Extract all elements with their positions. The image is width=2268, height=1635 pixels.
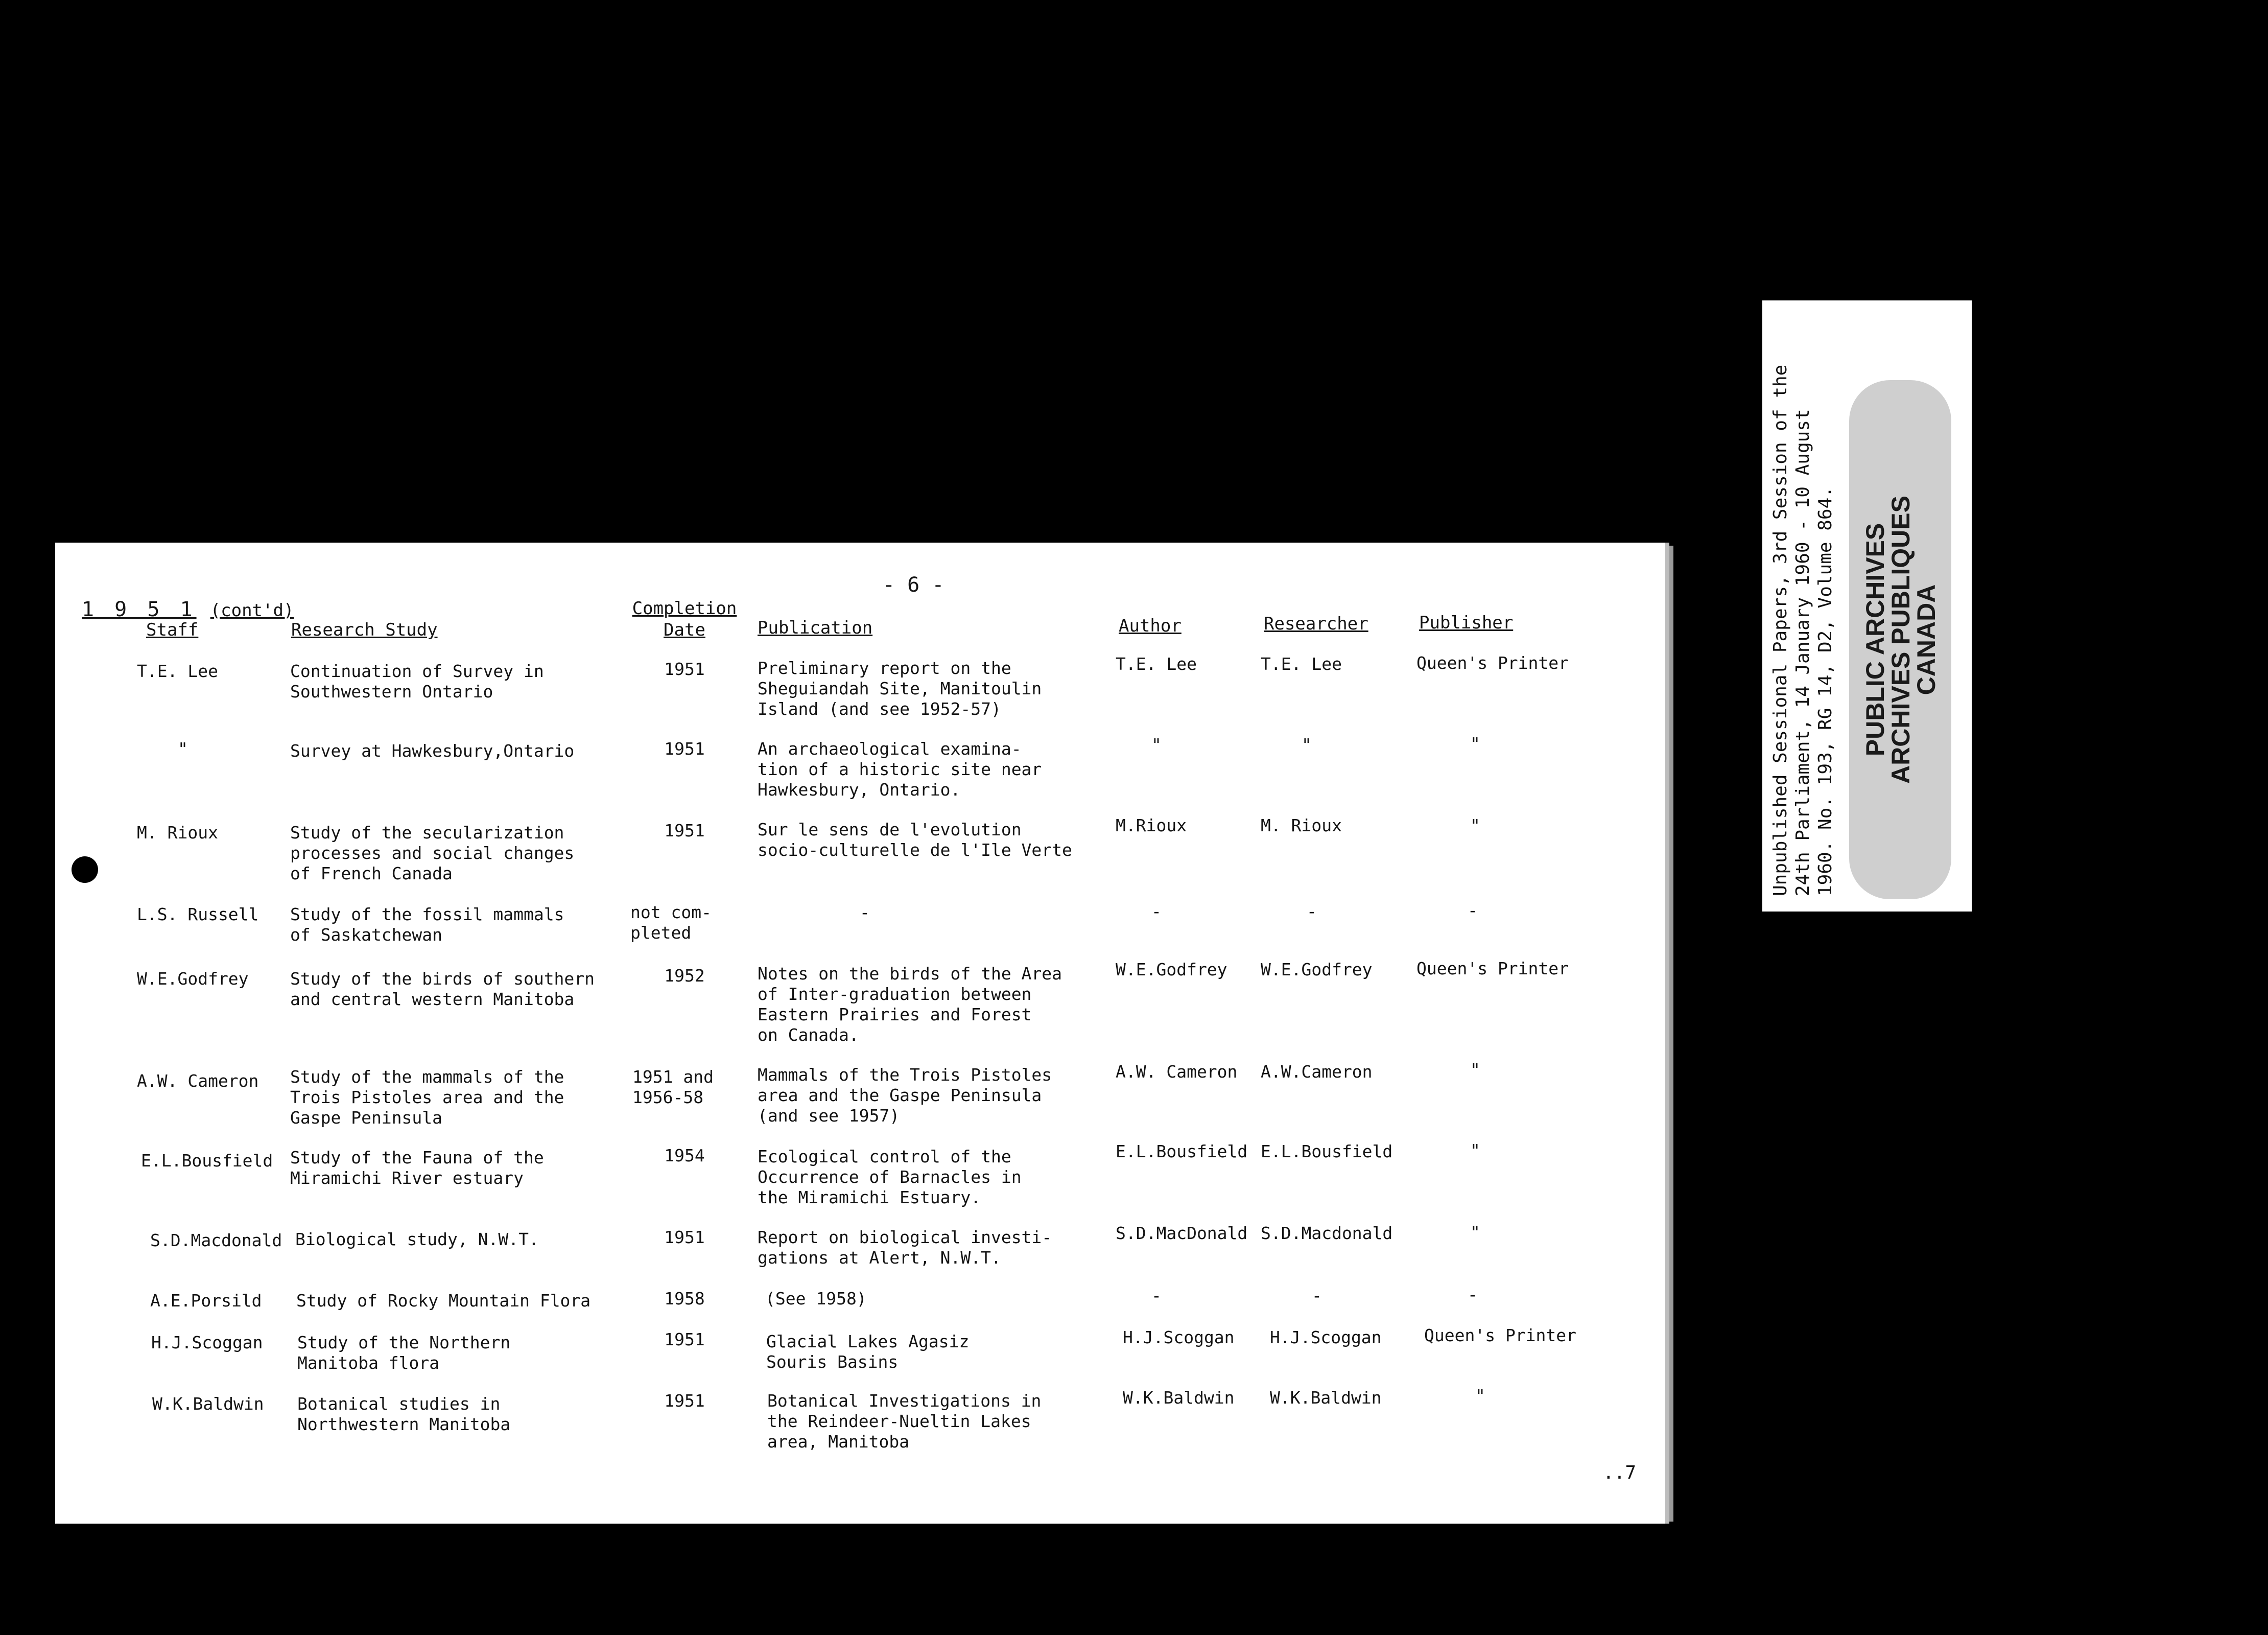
row-study: Biological study, N.W.T.: [295, 1229, 539, 1249]
row-researcher: M. Rioux: [1261, 815, 1342, 835]
section-year: 1 9 5 1: [82, 598, 197, 621]
row-publisher: ": [1470, 1222, 1480, 1242]
row-date: 1951 and 1956-58: [632, 1067, 714, 1107]
row-date: 1951: [664, 1329, 705, 1349]
row-staff: S.D.Macdonald: [150, 1230, 282, 1250]
row-researcher: ": [1302, 735, 1312, 755]
row-publisher: ": [1470, 1140, 1480, 1160]
row-publication: Notes on the birds of the Area of Inter-graduation between Eastern Prairies and Forest on Canada.: [758, 964, 1062, 1045]
row-study: Botanical studies in Northwestern Manitoba: [297, 1394, 511, 1434]
archive-label: [1762, 300, 1972, 912]
archive-label-content: [1762, 300, 1972, 912]
row-author: H.J.Scoggan: [1123, 1327, 1235, 1347]
row-researcher: -: [1312, 1286, 1322, 1305]
row-researcher: E.L.Bousfield: [1261, 1141, 1393, 1161]
row-author: -: [1151, 901, 1162, 921]
archive-stamp-text: PUBLIC ARCHIVES ARCHIVES PUBLIQUES CANADA: [1861, 496, 1941, 784]
row-author: M.Rioux: [1116, 815, 1187, 835]
row-author: S.D.MacDonald: [1116, 1223, 1248, 1243]
row-study: Study of the fossil mammals of Saskatchewan: [290, 904, 564, 945]
section-heading: [82, 598, 294, 621]
row-publisher: ": [1470, 734, 1480, 754]
row-date: 1951: [664, 1227, 705, 1247]
row-study: Continuation of Survey in Southwestern Ontario: [290, 661, 544, 702]
row-publication: Mammals of the Trois Pistoles area and the Gaspe Peninsula (and see 1957): [758, 1065, 1052, 1126]
row-date: 1951: [664, 659, 705, 679]
column-header-staff: Staff: [146, 620, 199, 640]
section-continued: (cont'd): [210, 600, 294, 621]
row-author: A.W. Cameron: [1116, 1062, 1238, 1082]
column-header-publication: Publication: [758, 618, 873, 638]
row-study: Study of the birds of southern and central western Manitoba: [290, 969, 595, 1009]
row-date: 1951: [664, 1391, 705, 1411]
column-header-researcher: Researcher: [1264, 614, 1368, 634]
row-study: Study of the secularization processes and social changes of French Canada: [290, 823, 575, 883]
row-publication: An archaeological examina- tion of a historic site near Hawkesbury, Ontario.: [758, 739, 1042, 800]
row-date: 1958: [664, 1289, 705, 1309]
row-author: ": [1151, 735, 1162, 755]
row-publication: Report on biological investi- gations at Alert, N.W.T.: [758, 1227, 1052, 1268]
row-publication: Preliminary report on the Sheguiandah Site, Manitoulin Island (and see 1952-57): [758, 658, 1042, 719]
row-researcher: W.K.Baldwin: [1270, 1388, 1382, 1408]
row-date: 1951: [664, 739, 705, 759]
row-staff: A.W. Cameron: [137, 1071, 259, 1091]
punch-hole: [72, 856, 98, 883]
row-staff: T.E. Lee: [137, 661, 218, 681]
row-publication: Ecological control of the Occurrence of Barnacles in the Miramichi Estuary.: [758, 1147, 1022, 1207]
row-author: W.E.Godfrey: [1116, 960, 1227, 979]
row-date: not com- pleted: [630, 902, 712, 943]
row-researcher: H.J.Scoggan: [1270, 1327, 1382, 1347]
row-publisher: -: [1468, 900, 1478, 920]
page-edge: [1669, 546, 1673, 1522]
row-author: E.L.Bousfield: [1116, 1141, 1248, 1161]
row-publisher: ": [1475, 1386, 1485, 1406]
row-staff: W.E.Godfrey: [137, 969, 249, 989]
row-study: Study of the Fauna of the Miramichi River estuary: [290, 1148, 544, 1188]
row-author: T.E. Lee: [1116, 654, 1197, 674]
archive-stamp: [1849, 380, 1951, 899]
row-publisher: -: [1468, 1284, 1478, 1304]
row-researcher: T.E. Lee: [1261, 654, 1342, 674]
row-researcher: -: [1307, 901, 1317, 921]
column-header-date: Completion Date: [632, 598, 737, 640]
row-publisher: ": [1470, 815, 1480, 835]
row-researcher: S.D.Macdonald: [1261, 1223, 1393, 1243]
row-staff: E.L.Bousfield: [141, 1151, 273, 1171]
row-publisher: Queen's Printer: [1416, 959, 1569, 978]
row-author: -: [1151, 1286, 1162, 1305]
row-publication: -: [860, 902, 870, 922]
row-publication: Sur le sens de l'evolution socio-culturelle de l'Ile Verte: [758, 820, 1072, 860]
row-date: 1954: [664, 1146, 705, 1165]
row-staff: ": [178, 739, 188, 759]
row-staff: L.S. Russell: [137, 904, 259, 924]
row-publication: Botanical Investigations in the Reindeer-Nueltin Lakes area, Manitoba: [767, 1391, 1042, 1452]
next-page-marker: ..7: [1603, 1462, 1637, 1483]
column-header-author: Author: [1119, 616, 1182, 636]
row-staff: W.K.Baldwin: [152, 1394, 264, 1414]
archive-citation: Unpublished Sessional Papers, 3rd Session of the 24th Parliament, 14 January 1960 - 10 August 1960. No. 193, RG 14, D2, Volume 864.: [1770, 364, 1836, 896]
page-number: - 6 -: [883, 573, 944, 597]
row-study: Study of Rocky Mountain Flora: [296, 1291, 591, 1311]
row-study: Study of the Northern Manitoba flora: [297, 1333, 511, 1373]
row-staff: M. Rioux: [137, 823, 218, 843]
row-publisher: Queen's Printer: [1424, 1325, 1577, 1345]
column-header-publisher: Publisher: [1419, 613, 1514, 633]
row-date: 1952: [664, 966, 705, 986]
row-date: 1951: [664, 821, 705, 840]
row-publication: Glacial Lakes Agasiz Souris Basins: [766, 1332, 970, 1372]
row-publisher: ": [1470, 1060, 1480, 1080]
row-study: Study of the mammals of the Trois Pistoles area and the Gaspe Peninsula: [290, 1067, 564, 1128]
row-researcher: A.W.Cameron: [1261, 1062, 1373, 1082]
row-publication: (See 1958): [765, 1289, 867, 1309]
row-staff: A.E.Porsild: [150, 1291, 262, 1311]
row-staff: H.J.Scoggan: [151, 1333, 263, 1352]
document-page: [55, 543, 1669, 1524]
row-publisher: Queen's Printer: [1416, 653, 1569, 673]
row-author: W.K.Baldwin: [1123, 1388, 1235, 1408]
row-study: Survey at Hawkesbury,Ontario: [290, 741, 575, 761]
column-header-study: Research Study: [291, 620, 438, 640]
row-researcher: W.E.Godfrey: [1261, 960, 1373, 979]
